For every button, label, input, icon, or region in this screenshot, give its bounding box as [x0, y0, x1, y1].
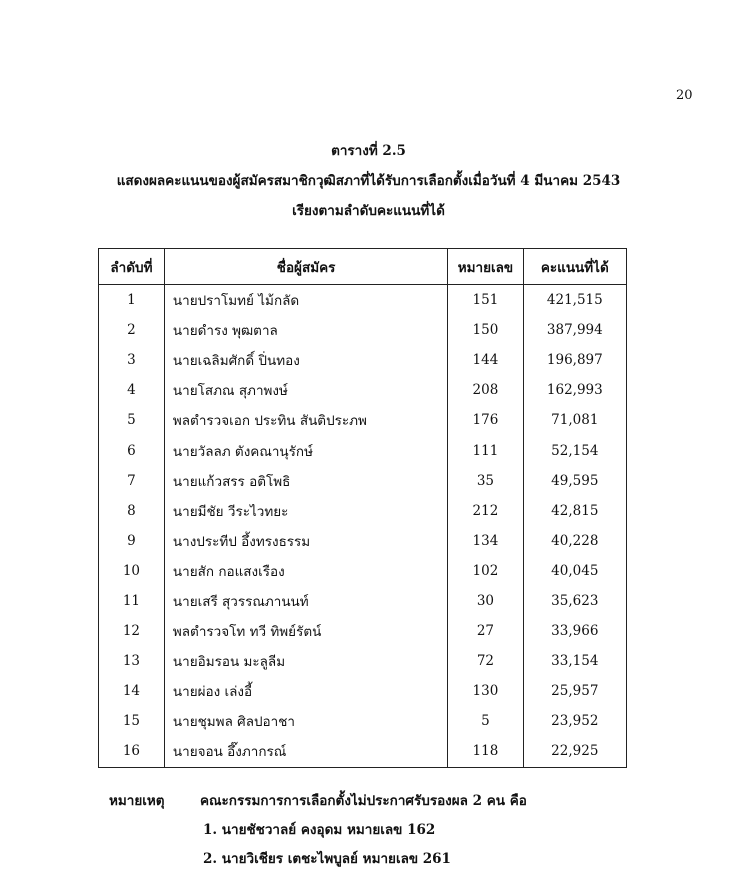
cell-votes: 35,623	[523, 586, 626, 616]
cell-name: นายโสภณ สุภาพงษ์	[164, 375, 447, 405]
cell-number: 118	[448, 736, 523, 767]
cell-rank: 3	[99, 345, 165, 375]
cell-rank: 2	[99, 315, 165, 345]
cell-name: นายสัก กอแสงเรือง	[164, 556, 447, 586]
table-row	[99, 676, 627, 706]
cell-votes: 23,952	[523, 706, 626, 736]
cell-number: 102	[448, 556, 523, 586]
table-row	[99, 556, 627, 586]
table-row	[99, 496, 627, 526]
table-title: ตารางที่ 2.5	[331, 143, 406, 159]
cell-number: 212	[448, 496, 523, 526]
cell-number: 151	[448, 285, 523, 316]
table-row	[99, 405, 627, 435]
cell-rank: 7	[99, 466, 165, 496]
cell-rank: 8	[99, 496, 165, 526]
note-item-1: 1. นายชัชวาลย์ คงอุดม หมายเลข 162	[203, 822, 436, 838]
table-row	[99, 616, 627, 646]
cell-name: นายเสรี สุวรรณภานนท์	[164, 586, 447, 616]
cell-votes: 22,925	[523, 736, 626, 767]
cell-rank: 13	[99, 646, 165, 676]
table-row	[99, 736, 627, 767]
cell-rank: 9	[99, 526, 165, 556]
header-number: หมายเลข	[448, 249, 523, 285]
header-votes: คะแนนที่ได้	[523, 249, 626, 285]
table-subtitle: แสดงผลคะแนนของผู้สมัครสมาชิกวุฒิสภาที่ได้รับการเลือกตั้งเมื่อวันที่ 4 มีนาคม 2543	[116, 173, 621, 189]
cell-votes: 42,815	[523, 496, 626, 526]
cell-rank: 12	[99, 616, 165, 646]
cell-number: 27	[448, 616, 523, 646]
cell-votes: 52,154	[523, 435, 626, 465]
cell-name: นายอิมรอน มะลูลีม	[164, 646, 447, 676]
cell-votes: 49,595	[523, 466, 626, 496]
cell-rank: 10	[99, 556, 165, 586]
header-rank: ลำดับที่	[99, 249, 165, 285]
table-row	[99, 586, 627, 616]
results-table	[98, 248, 627, 768]
table-row	[99, 706, 627, 736]
cell-rank: 6	[99, 435, 165, 465]
cell-votes: 40,228	[523, 526, 626, 556]
cell-name: นายแก้วสรร อติโพธิ	[164, 466, 447, 496]
cell-votes: 196,897	[523, 345, 626, 375]
cell-name: นายเฉลิมศักดิ์ ปิ่นทอง	[164, 345, 447, 375]
table-row	[99, 526, 627, 556]
cell-votes: 421,515	[523, 285, 626, 316]
cell-votes: 33,154	[523, 646, 626, 676]
cell-name: นายผ่อง เล่งอี้	[164, 676, 447, 706]
note-text: คณะกรรมการการเลือกตั้งไม่ประกาศรับรองผล 2 คน คือ	[200, 793, 527, 809]
cell-number: 176	[448, 405, 523, 435]
note-label: หมายเหตุ	[109, 793, 165, 809]
cell-name: พลตำรวจเอก ประทิน สันติประภพ	[164, 405, 447, 435]
cell-number: 35	[448, 466, 523, 496]
cell-name: นายดำรง พุฒตาล	[164, 315, 447, 345]
cell-rank: 11	[99, 586, 165, 616]
cell-rank: 5	[99, 405, 165, 435]
table-row	[99, 345, 627, 375]
table-row	[99, 285, 627, 316]
cell-votes: 40,045	[523, 556, 626, 586]
cell-number: 134	[448, 526, 523, 556]
page-number: 20	[676, 88, 693, 103]
header-name: ชื่อผู้สมัคร	[164, 249, 447, 285]
cell-rank: 4	[99, 375, 165, 405]
cell-votes: 71,081	[523, 405, 626, 435]
cell-number: 72	[448, 646, 523, 676]
cell-votes: 162,993	[523, 375, 626, 405]
cell-number: 144	[448, 345, 523, 375]
cell-votes: 33,966	[523, 616, 626, 646]
cell-name: นายปราโมทย์ ไม้กลัด	[164, 285, 447, 316]
cell-name: นางประทีป อึ้งทรงธรรม	[164, 526, 447, 556]
table-row	[99, 435, 627, 465]
cell-number: 130	[448, 676, 523, 706]
cell-rank: 1	[99, 285, 165, 316]
cell-rank: 15	[99, 706, 165, 736]
cell-rank: 14	[99, 676, 165, 706]
table-row	[99, 466, 627, 496]
cell-number: 111	[448, 435, 523, 465]
table-row	[99, 315, 627, 345]
cell-number: 30	[448, 586, 523, 616]
table-row	[99, 375, 627, 405]
cell-rank: 16	[99, 736, 165, 767]
table-row	[99, 646, 627, 676]
cell-name: พลตำรวจโท ทวี ทิพย์รัตน์	[164, 616, 447, 646]
cell-number: 208	[448, 375, 523, 405]
table-header-row	[99, 249, 627, 285]
cell-number: 5	[448, 706, 523, 736]
cell-name: นายมีชัย วีระไวทยะ	[164, 496, 447, 526]
cell-name: นายชุมพล ศิลปอาชา	[164, 706, 447, 736]
note-item-2: 2. นายวิเชียร เตชะไพบูลย์ หมายเลข 261	[203, 851, 451, 867]
cell-votes: 387,994	[523, 315, 626, 345]
table-body	[99, 285, 627, 768]
cell-votes: 25,957	[523, 676, 626, 706]
table-sort-note: เรียงตามลำดับคะแนนที่ได้	[292, 203, 445, 219]
cell-number: 150	[448, 315, 523, 345]
cell-name: นายจอน อึ๊งภากรณ์	[164, 736, 447, 767]
cell-name: นายวัลลภ ตังคณานุรักษ์	[164, 435, 447, 465]
